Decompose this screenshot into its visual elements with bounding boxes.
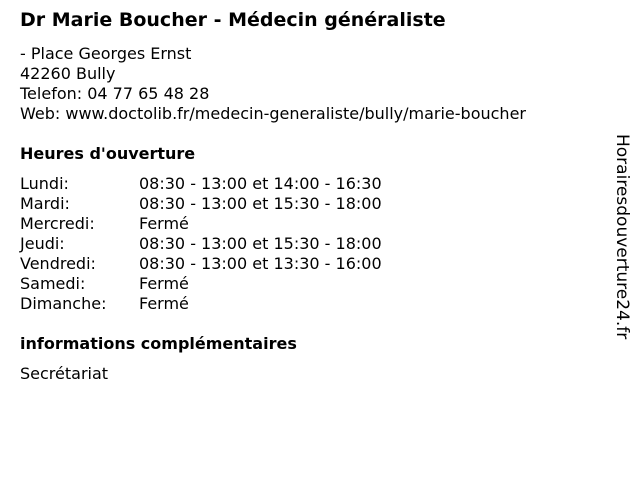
page-title: Dr Marie Boucher - Médecin généraliste — [20, 9, 446, 31]
additional-info-heading: informations complémentaires — [20, 334, 297, 353]
opening-hours-heading: Heures d'ouverture — [20, 144, 196, 163]
address-street: - Place Georges Ernst — [20, 44, 192, 63]
day-label: Dimanche: — [20, 294, 107, 313]
hours-value: Fermé — [139, 274, 189, 293]
day-label: Lundi: — [20, 174, 69, 193]
hours-value: 08:30 - 13:00 et 15:30 - 18:00 — [139, 194, 382, 213]
hours-row-monday — [20, 174, 382, 194]
day-label: Samedi: — [20, 274, 86, 293]
day-label: Mardi: — [20, 194, 70, 213]
hours-row-sunday — [20, 294, 189, 314]
hours-value: 08:30 - 13:00 et 13:30 - 16:00 — [139, 254, 382, 273]
hours-value: Fermé — [139, 294, 189, 313]
day-label: Mercredi: — [20, 214, 95, 233]
hours-row-thursday — [20, 234, 382, 254]
additional-info-text: Secrétariat — [20, 364, 109, 383]
hours-value: Fermé — [139, 214, 189, 233]
day-label: Vendredi: — [20, 254, 96, 273]
day-label: Jeudi: — [20, 234, 65, 253]
hours-row-wednesday — [20, 214, 189, 234]
website-link[interactable]: Web: www.doctolib.fr/medecin-generaliste/bully/marie-boucher — [20, 104, 526, 123]
hours-value: 08:30 - 13:00 et 14:00 - 16:30 — [139, 174, 382, 193]
address-city: 42260 Bully — [20, 64, 116, 83]
phone-number[interactable]: Telefon: 04 77 65 48 28 — [20, 84, 210, 103]
hours-row-saturday — [20, 274, 189, 294]
hours-row-friday — [20, 254, 382, 274]
hours-row-tuesday — [20, 194, 382, 214]
hours-value: 08:30 - 13:00 et 15:30 - 18:00 — [139, 234, 382, 253]
site-watermark: Horairesdouverture24.fr — [612, 134, 632, 340]
